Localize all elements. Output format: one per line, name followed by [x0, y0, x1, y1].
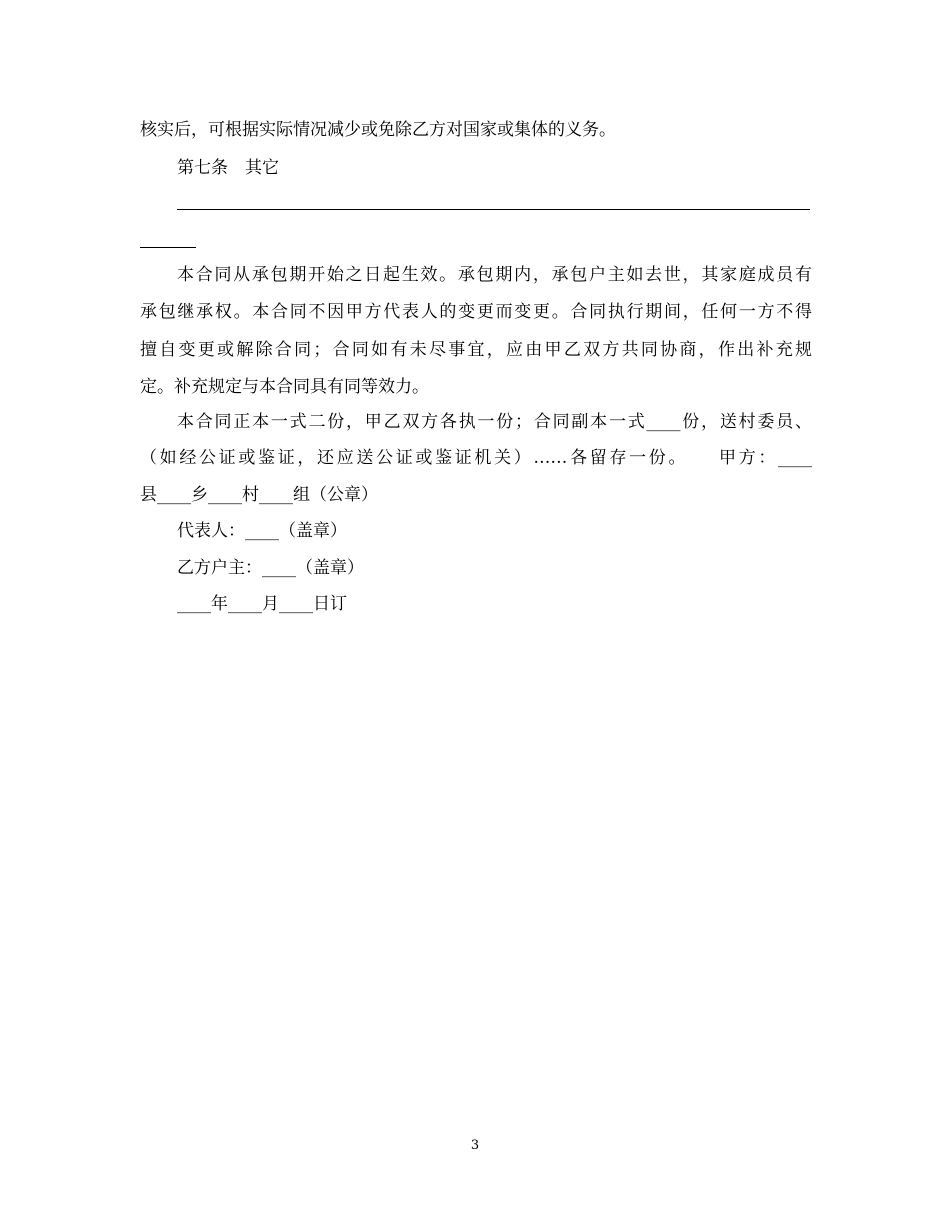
representative-signature: 代表人：____（盖章）	[177, 521, 347, 541]
article-7-heading: 第七条 其它	[177, 158, 279, 178]
text-line-5: 擅自变更或解除合同；合同如有未尽事宜，应由甲乙双方共同协商，作出补充规	[140, 340, 812, 360]
text-line-1: 核实后，可根据实际情况减少或免除乙方对国家或集体的义务。	[140, 120, 616, 140]
text-line-9: 县____乡____村____组（公章）	[140, 485, 378, 505]
text-line-4: 承包继承权。本合同不因甲方代表人的变更而变更。合同执行期间，任何一方不得	[140, 302, 812, 322]
blank-underline	[177, 209, 810, 210]
text-line-6: 定。补充规定与本合同具有同等效力。	[140, 377, 429, 397]
text-line-3: 本合同从承包期开始之日起生效。承包期内，承包户主如去世，其家庭成员有	[177, 265, 812, 285]
household-head-signature: 乙方户主：____（盖章）	[177, 558, 364, 578]
blank-underline-continuation	[140, 247, 196, 248]
signing-date: ____年____月____日订	[177, 594, 347, 614]
page-number: 3	[470, 1138, 480, 1153]
text-line-7: 本合同正本一式二份，甲乙双方各执一份；合同副本一式____份，送村委员、	[177, 412, 812, 432]
text-line-8: （如经公证或鉴证，还应送公证或鉴证机关）……各留存一份。 甲方：____	[140, 448, 812, 468]
